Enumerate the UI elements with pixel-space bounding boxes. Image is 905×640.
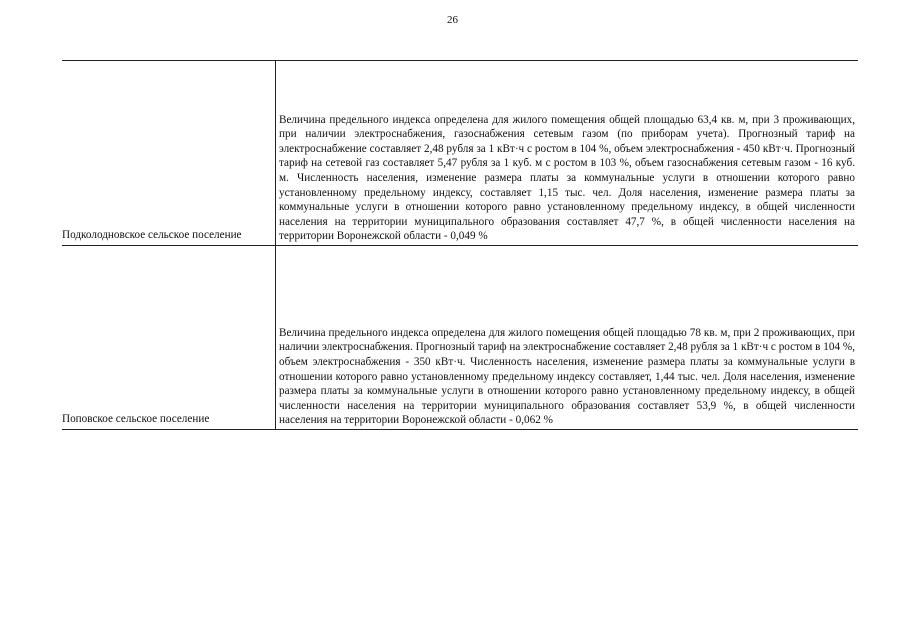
page-number: 26 <box>447 14 458 26</box>
index-description: Величина предельного индекса определена для жилого помещения общей площадью 78 кв. м, при 2 проживающих, при наличии электроснабжения. Прогнозный тариф на электроснабжение составляет 2,48 рубля за 1 кВт·ч с ростом в 104 %, объем электроснабжения - 350 кВт·ч. Численность населения, изменение размера платы за коммунальные услуги в отношении которого равно установленному предельному индексу составляет, 1,44 тыс. чел. Доля населения, изменение размера платы за коммунальные услуги в отношении которого равно установленному предельному индексу, в общей численности населения на территории муниципального образования составляет 53,9 %, в общей численности населения на территории Воронежской области - 0,062 % <box>276 246 859 430</box>
table-row <box>62 61 858 246</box>
tariff-index-table <box>62 60 858 430</box>
table-row <box>62 246 858 430</box>
settlement-name: Подколодновское сельское поселение <box>62 61 276 246</box>
index-description: Величина предельного индекса определена для жилого помещения общей площадью 63,4 кв. м, при 3 проживающих, при наличии электроснабжения, газоснабжения сетевым газом (по приборам учета). Прогнозный тариф на электроснабжение составляет 2,48 рубля за 1 кВт·ч с ростом в 104 %, объем электроснабжения - 450 кВт·ч. Прогнозный тариф на сетевой газ составляет 5,47 рубля за 1 куб. м с ростом в 103 %, объем газоснабжения сетевым газом - 16 куб. м. Численность населения, изменение размера платы за коммунальные услуги в отношении которого равно установленному предельному индексу, составляет 1,15 тыс. чел. Доля населения, изменение размера платы за коммунальные услуги в отношении которого равно установленному предельному индексу, в общей численности населения на территории муниципального образования составляет 47,7 %, в общей численности населения на территории Воронежской области - 0,049 % <box>276 61 859 246</box>
settlement-name: Поповское сельское поселение <box>62 246 276 430</box>
